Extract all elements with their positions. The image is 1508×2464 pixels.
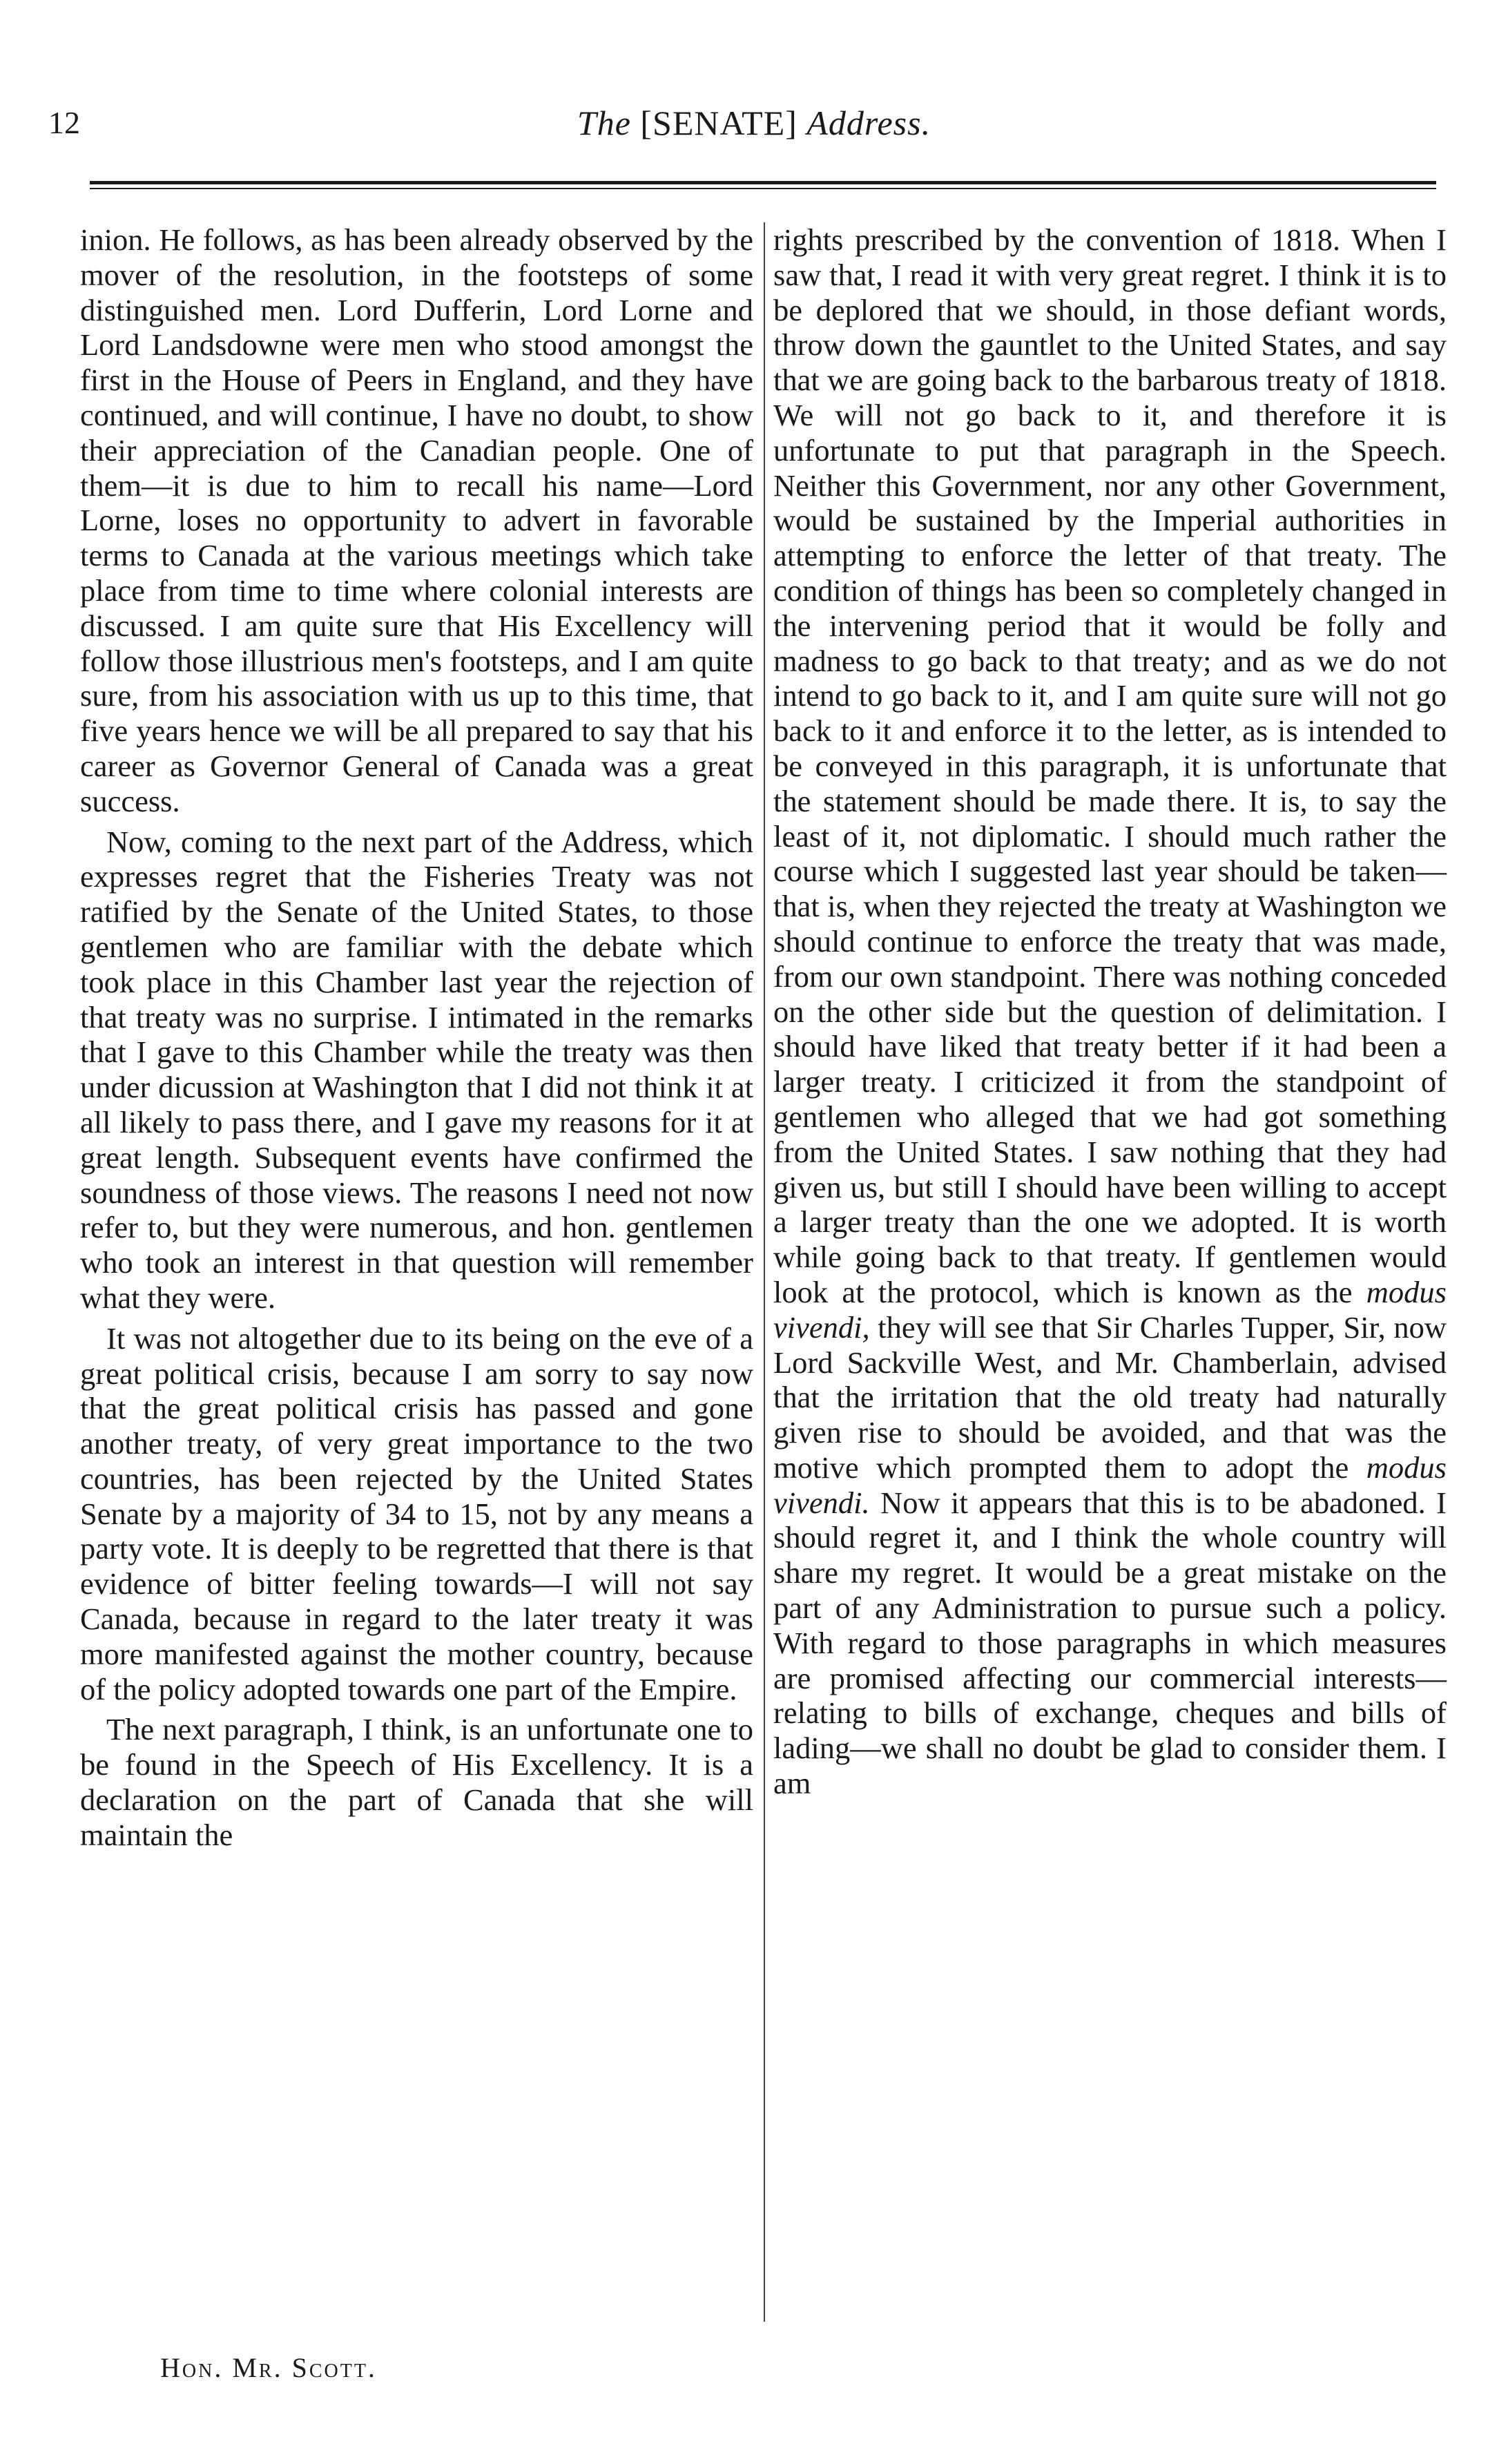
footer-speaker: Hon. Mr. Scott. — [160, 2352, 377, 2383]
left-paragraph-2: Now, coming to the next part of the Address, which expresses regret that the Fisheries Treaty was not ratified by the Senate of the United States, to those gentlemen who are familiar with the debate which took place in this Chamber last year the rejection of that treaty was no surprise. I intimated in the remarks that I gave to this Chamber while the treaty was then under dicussion at Washington that I did not think it at all likely to pass there, and I gave my reasons for it at great length. Subsequent events have confirmed the soundness of those views. The reasons I need not now refer to, but they were numerous, and hon. gentlemen who took an interest in that question will remember what they were. — [80, 824, 753, 1315]
right-text-part-b: they will see that Sir Charles Tupper, Sir, now Lord Sackville West, and Mr. Chamberlain, advised that the irritation that the old treaty had naturally given rise to should be avoided, and that was the motive which prompted them to adopt the — [773, 1309, 1447, 1485]
left-paragraph-4: The next paragraph, I think, is an unfortunate one to be found in the Speech of His Excellency. It is a declaration on the part of Canada that she will maintain the — [80, 1712, 753, 1852]
header-rule-thin — [90, 188, 1436, 189]
header-rule-thick — [90, 181, 1436, 184]
running-head-the: The — [577, 104, 631, 142]
right-paragraph-1 — [773, 222, 1447, 1801]
page-number: 12 — [48, 105, 80, 140]
left-paragraph-1: inion. He follows, as has been already observed by the mover of the resolution, in the footsteps of some distinguished men. Lord Dufferin, Lord Lorne and Lord Landsdowne were men who stood amongst the first in the House of Peers in England, and they have continued, and will continue, I have no doubt, to show their appreciation of the Canadian people. One of them—it is due to him to recall his name—Lord Lorne, loses no opportunity to advert in favorable terms to Canada at the various meetings which take place from time to time where colonial interests are discussed. I am quite sure that His Excellency will follow those illustrious men's footsteps, and I am quite sure, from his association with us up to this time, that five years hence we will be all prepared to say that his career as Governor General of Canada was a great success. — [80, 222, 753, 818]
modus-vivendi-italic-1: modus vivendi, — [773, 1274, 1447, 1345]
left-paragraph-3: It was not altogether due to its being on the eve of a great political crisis, because I am sorry to say now that the great political crisis has passed and gone another treaty, of very great importance to the two countries, has been rejected by the United States Senate by a majority of 34 to 15, not by any means a party vote. It is deeply to be regretted that there is that evidence of bitter feeling towards—I will not say Canada, because in regard to the later treaty it was more manifested against the mother country, because of the policy adopted towards one part of the Empire. — [80, 1320, 753, 1706]
left-column — [80, 222, 753, 1853]
column-divider — [764, 222, 765, 2322]
right-column — [773, 222, 1447, 1801]
running-head-address: Address. — [806, 104, 931, 142]
running-head — [0, 104, 1508, 142]
right-text-part-c: Now it appears that this is to be abadoned. I should regret it, and I think the whole country will share my regret. It would be a great mistake on the part of any Administration to pursue such a policy. With regard to those paragraphs in which measures are promised affecting our commercial interests—relating to bills of exchange, cheques and bills of lading—we shall no doubt be glad to consider them. I am — [773, 1485, 1447, 1801]
running-head-section: [SENATE] — [640, 104, 798, 142]
right-text-part-a: rights prescribed by the convention of 1818. When I saw that, I read it with very great regret. I think it is to be deplored that we should, in those defiant words, throw down the gauntlet to the United States, and say that we are going back to the barbarous treaty of 1818. We will not go back to it, and therefore it is unfortunate to put that paragraph in the Speech. Neither this Government, nor any other Government, would be sustained by the Imperial authorities in attempting to enforce the letter of that treaty. The condition of things has been so completely changed in the intervening period that it would be folly and madness to go back to that treaty; and as we do not intend to go back to it, and I am quite sure will not go back to it and enforce it to the letter, as is intended to be conveyed in this paragraph, it is unfortunate that the statement should be made there. It is, to say the least of it, not diplomatic. I should much rather the course which I suggested last year should be taken—that is, when they rejected the treaty at Washington we should continue to enforce the treaty that was made, from our own standpoint. There was nothing conceded on the other side but the question of delimitation. I should have liked that treaty better if it had been a larger treaty. I criticized it from the standpoint of gentlemen who alleged that we had got something from the United States. I saw nothing that they had given us, but still I should have been willing to accept a larger treaty than the one we adopted. It is worth while going back to that treaty. If gentlemen would look at the protocol, which is known as the — [773, 222, 1447, 1309]
modus-vivendi-italic-2: modus vivendi. — [773, 1450, 1447, 1520]
